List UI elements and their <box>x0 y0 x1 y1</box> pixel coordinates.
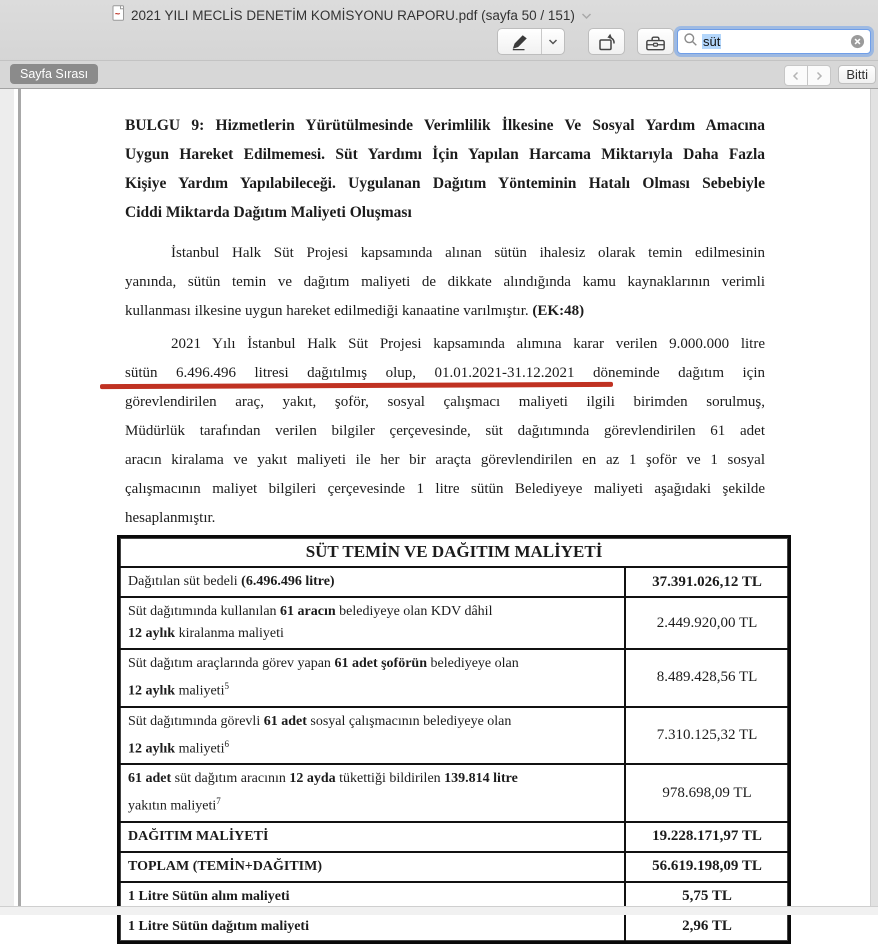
find-bar <box>0 60 878 89</box>
table-row <box>120 596 788 648</box>
rotate-icon <box>595 31 619 53</box>
table-row <box>120 851 788 881</box>
row-label: DAĞITIM MALİYETİ <box>128 828 269 844</box>
paragraph-line: Müdürlük tarafından verilen bilgiler çerçevesinde, süt dağıtımında görevlendirilen 61 adet <box>125 423 765 439</box>
search-clear-button[interactable] <box>850 34 865 49</box>
row-value: 37.391.026,12 TL <box>624 568 788 596</box>
row-label: Süt dağıtımında kullanılan 61 aracın belediyeye olan KDV dâhil 12 aylık kiralanma maliyeti <box>128 604 493 641</box>
table-row <box>120 648 788 706</box>
previous-result-button[interactable] <box>785 66 807 85</box>
pdf-page <box>21 89 870 935</box>
row-value: 5,75 TL <box>624 883 788 911</box>
title-chevron-down-icon[interactable] <box>581 7 592 25</box>
search-icon <box>683 32 698 52</box>
heading-line: Kişiye Yardım Yapılabileceği. Uygulanan Dağıtım Yönteminin Hatalı Olması Sebebiyle <box>125 175 765 192</box>
cost-table-title: SÜT TEMİN VE DAĞITIM MALİYETİ <box>305 542 603 561</box>
search-input[interactable] <box>677 29 871 54</box>
toolbar <box>0 27 878 60</box>
paragraph-line <box>125 297 765 326</box>
paragraph-line: yanında, sütün temin ve dağıtım maliyeti de dikkate alındığında kamu kaynaklarının verimli <box>125 274 765 290</box>
row-value: 56.619.198,09 TL <box>624 853 788 881</box>
document-title-menu[interactable] <box>112 5 592 26</box>
finding-heading <box>125 111 765 227</box>
paragraph-line: aracın kiralama ve yakıt maliyeti ile her bir araçta görevlendirilen en az 1 şoför ve 1 sosyal <box>125 452 765 468</box>
row-value: 978.698,09 TL <box>624 765 788 821</box>
row-label: 1 Litre Sütün dağıtım maliyeti <box>128 918 309 934</box>
search-result-nav <box>784 65 831 86</box>
paragraph-1 <box>125 239 765 326</box>
paragraph-line: 2021 Yılı İstanbul Halk Süt Projesi kapsamında alımına karar verilen 9.000.000 litre <box>171 336 765 352</box>
heading-line: BULGU 9: Hizmetlerin Yürütülmesinde Verimlilik İlkesine Ve Sosyal Yardım Amacına <box>125 117 765 134</box>
clear-circle-icon <box>850 34 865 49</box>
chevron-right-icon <box>815 71 823 81</box>
row-label: Süt dağıtımında görevli 61 adet sosyal çalışmacının belediyeye olan 12 aylık maliyeti$^6$ <box>128 713 512 757</box>
scrollbar[interactable] <box>870 89 878 906</box>
row-label: 61 adet süt dağıtım aracının 12 ayda tükettiği bildirilen 139.814 litre yakıtın maliyeti$^7$ <box>128 771 518 814</box>
paragraph-line: görevlendirilen araç, yakıt, şoför, sosyal çalışmacı maliyeti ilgili birimden sorulmuş, <box>125 394 765 410</box>
cost-table <box>117 535 791 944</box>
paragraph-line: çalışmacının maliyet bilgileri çerçevesinde 1 litre sütün Belediyeye maliyeti aşağıdaki şekilde <box>125 481 765 497</box>
ek-reference: (EK:48) <box>532 303 585 319</box>
heading-line: Ciddi Miktarda Dağıtım Maliyeti Oluşması <box>125 204 412 221</box>
footnote-ref: 6 <box>224 738 229 749</box>
page-order-label: Sayfa Sırası <box>10 64 98 84</box>
paragraph-2 <box>125 330 765 533</box>
heading-line: Uygun Hareket Edilmemesi. Süt Yardımı İçin Yapılan Harcama Miktarıyla Daha Fazla <box>125 146 765 163</box>
markup-pen-button[interactable] <box>498 29 542 54</box>
pen-dropdown-button[interactable] <box>542 29 564 54</box>
chevron-left-icon <box>792 71 800 81</box>
window-chrome <box>0 0 878 89</box>
paragraph-line: İstanbul Halk Süt Projesi kapsamında alınan sütün ihalesiz olarak temin edilmesinin <box>171 245 765 261</box>
footnote-ref: 7 <box>216 796 221 807</box>
row-value: 2.449.920,00 TL <box>624 598 788 648</box>
title-bar <box>0 0 878 27</box>
row-value: 7.310.125,32 TL <box>624 708 788 764</box>
table-row <box>120 911 788 941</box>
paragraph-line-underlined: sütün 6.496.496 litresi dağıtılmış olup, 01.01.2021-31.12.2021 döneminde dağıtım için <box>125 365 765 381</box>
paragraph-text: kullanması ilkesine uygun hareket edilmediği kanaatine varılmıştır. <box>125 303 533 319</box>
row-label: Dağıtılan süt bedeli (6.496.496 litre) <box>128 574 335 589</box>
toolbox-icon <box>643 31 668 53</box>
table-row <box>120 566 788 596</box>
row-label: Süt dağıtım araçlarında görev yapan 61 adet şoförün belediyeye olan 12 aylık maliyeti$^5$ <box>128 656 519 699</box>
markup-pen-button-group <box>497 28 565 55</box>
table-row <box>120 763 788 821</box>
chevron-down-icon <box>548 38 558 46</box>
done-button[interactable]: Bitti <box>838 65 876 84</box>
row-value: 2,96 TL <box>624 913 788 941</box>
search-query-text: süt <box>703 34 721 49</box>
table-row <box>120 821 788 851</box>
markup-toolbox-button[interactable] <box>637 28 674 55</box>
table-row <box>120 706 788 764</box>
window-title: 2021 YILI MECLİS DENETİM KOMİSYONU RAPORU.pdf (sayfa 50 / 151) <box>131 8 575 23</box>
row-value: 19.228.171,97 TL <box>624 823 788 851</box>
window-bottom-edge <box>0 906 878 915</box>
left-gutter <box>0 89 14 906</box>
pen-icon <box>509 33 531 51</box>
pdf-document-icon <box>112 5 125 26</box>
page-content <box>21 89 870 944</box>
next-result-button[interactable] <box>807 66 830 85</box>
row-value: 8.489.428,56 TL <box>624 650 788 706</box>
rotate-button[interactable] <box>588 28 625 55</box>
row-label: TOPLAM (TEMİN+DAĞITIM) <box>128 858 322 874</box>
footnote-ref: 5 <box>224 681 229 691</box>
row-label: 1 Litre Sütün alım maliyeti <box>128 888 290 904</box>
paragraph-line: hesaplanmıştır. <box>125 510 216 526</box>
